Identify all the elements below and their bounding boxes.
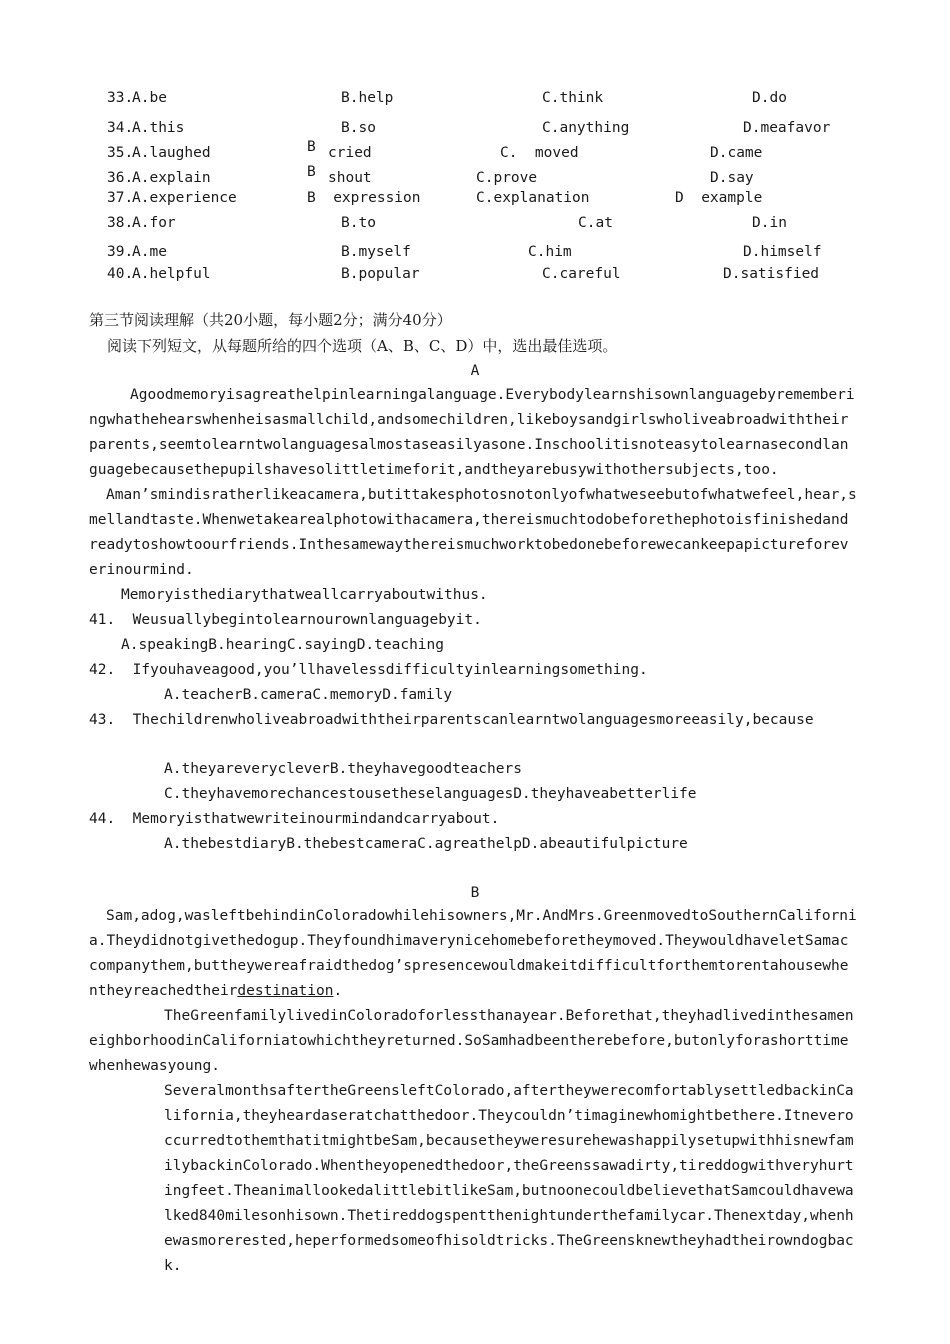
option-c: C.him <box>528 244 572 260</box>
option-b: cried <box>328 145 372 161</box>
option-d: D.say <box>710 170 754 186</box>
option-c: C.at <box>578 215 613 231</box>
passage-a-paragraph-1: Agoodmemoryisagreathelpinlearningalanguage.Everybodylearnshisownlanguagebyrememberingwhathehearswhenheisasmallchild,andsomechildren,likeboysandgirlswholiveabroadwiththeirparents,seemtolearntwolanguagesalmostaseasilyasone.Inschoolitisnoteasytolearnasecondlanguagebecausethepupilshavesolittletimeforit,andtheyarebusywithothersubjects,too. <box>89 387 855 478</box>
option-num: 35. <box>107 145 134 161</box>
passage-a-label: A <box>470 363 480 379</box>
option-d: D.himself <box>743 244 822 260</box>
option-c: C.prove <box>476 170 538 186</box>
option-b: B.help <box>341 90 394 106</box>
question-43: 43. Thechildrenwholiveabroadwiththeirparentscanlearntwolanguagesmoreeasily,because <box>89 712 814 728</box>
section-instruction: 阅读下列短文，从每题所给的四个选项（A、B、C、D）中，选出最佳选项。 <box>107 337 618 355</box>
question-44-options: A.thebestdiaryB.thebestcameraC.agreathelpD.abeautifulpicture <box>164 836 688 852</box>
question-42: 42. Ifyouhaveagood,you’llhavelessdifficultyinlearningsomething. <box>89 662 648 678</box>
option-d: D.satisfied <box>723 266 820 282</box>
option-a: A.explain <box>132 170 211 186</box>
paragraph-end: . <box>333 983 343 999</box>
passage-b-paragraph-3: SeveralmonthsaftertheGreensleftColorado,aftertheywerecomfortablysettledbackinCalifornia,theyheardaseratchatthedoor.Theycouldn’timaginewhomightbethere.ItneveroccurredtothemthatitmightbeSam,becausetheyweresurehewashappilysetupwithhisnewfamilybackinColorado.Whentheyopenedthedoor,theGreenssawadirty,tireddogwithveryhurtingfeet.TheanimallookedalittlebitlikeSam,butnoonecouldbelievethatSamcouldhavewalked840milesonhisown.Thetireddogspentthenightunderthefamilycar.Thenextday,whenhewasmorerested,heperformedsomeofhisoldtricks.TheGreensknewtheyhadtheirowndogback. <box>164 1083 854 1274</box>
option-num: 37. <box>107 190 134 206</box>
option-c: C.careful <box>542 266 621 282</box>
option-a: A.this <box>132 120 185 136</box>
option-num: 36. <box>107 170 134 186</box>
option-d: D.do <box>752 90 787 106</box>
option-a: A.experience <box>132 190 237 206</box>
option-num: 40. <box>107 266 134 282</box>
passage-a-paragraph-2: Aman’smindisratherlikeacamera,butittakesphotosnotonlyofwhatweseebutofwhatwefeel,hear,smellandtaste.Whenwetakearealphotowithacamera,thereismuchtodobeforethephotoisfinishedandreadytoshowtoourfriends.Inthesamewaythereismuchworktobedonebeforewecankeepapictureforeverinourmind. <box>89 487 857 578</box>
question-44: 44. Memoryisthatwewriteinourmindandcarryabout. <box>89 811 500 827</box>
paragraph-text: Sam,adog,wasleftbehindinColoradowhilehisowners,Mr.AndMrs.GreenmovedtoSouthernCalifornia.Theydidnotgivethedogup.Theyfoundhimaverynicehomebeforetheymoved.TheywouldhaveletSamaccompanythem,buttheywereafraidthedog’spresencewouldmakeitdifficultforthemtorentahousewhentheyreachedtheir <box>89 908 857 999</box>
option-a: A.for <box>132 215 176 231</box>
section-heading: 第三节阅读理解（共20小题，每小题2分；满分40分） <box>89 311 452 329</box>
option-b: B.to <box>341 215 376 231</box>
option-num: 39. <box>107 244 134 260</box>
option-a: A.helpful <box>132 266 211 282</box>
passage-b-paragraph-1 <box>89 904 857 1004</box>
option-d: D example <box>675 190 763 206</box>
underlined-word: destination <box>237 983 334 999</box>
option-c: C.anything <box>542 120 630 136</box>
question-42-options: A.teacherB.cameraC.memoryD.family <box>164 687 453 703</box>
option-num: 34. <box>107 120 134 136</box>
option-a: A.laughed <box>132 145 211 161</box>
option-b: B.popular <box>341 266 420 282</box>
option-num: 38. <box>107 215 134 231</box>
option-b-letter: B <box>307 164 316 180</box>
option-a: A.be <box>132 90 167 106</box>
passage-b-label: B <box>470 885 480 901</box>
question-41: 41. Weusuallybegintolearnourownlanguagebyit. <box>89 612 482 628</box>
option-c: C.explanation <box>476 190 590 206</box>
option-b: shout <box>328 170 372 186</box>
option-b-letter: B <box>307 139 316 155</box>
question-43-options-2: C.theyhavemorechancestousetheselanguagesD.theyhaveabetterlife <box>164 786 697 802</box>
option-b: B.myself <box>341 244 411 260</box>
passage-a-paragraph-3: Memoryisthediarythatweallcarryaboutwithus. <box>121 587 488 603</box>
option-a: A.me <box>132 244 167 260</box>
passage-b-paragraph-2: TheGreenfamilylivedinColoradoforlessthanayear.Beforethat,theyhadlivedinthesameneighborhoodinCaliforniatowhichtheyreturned.SoSamhadbeentherebefore,butonlyforashorttimewhenhewasyoung. <box>89 1008 854 1074</box>
question-41-options: A.speakingB.hearingC.sayingD.teaching <box>121 637 445 653</box>
option-c: C.think <box>542 90 604 106</box>
option-b: B.so <box>341 120 376 136</box>
option-b: B expression <box>307 190 421 206</box>
option-d: D.meafavor <box>743 120 831 136</box>
option-d: D.came <box>710 145 763 161</box>
option-c: C. moved <box>500 145 579 161</box>
question-43-options-1: A.theyareverycleverB.theyhavegoodteachers <box>164 761 522 777</box>
option-d: D.in <box>752 215 787 231</box>
option-num: 33. <box>107 90 134 106</box>
